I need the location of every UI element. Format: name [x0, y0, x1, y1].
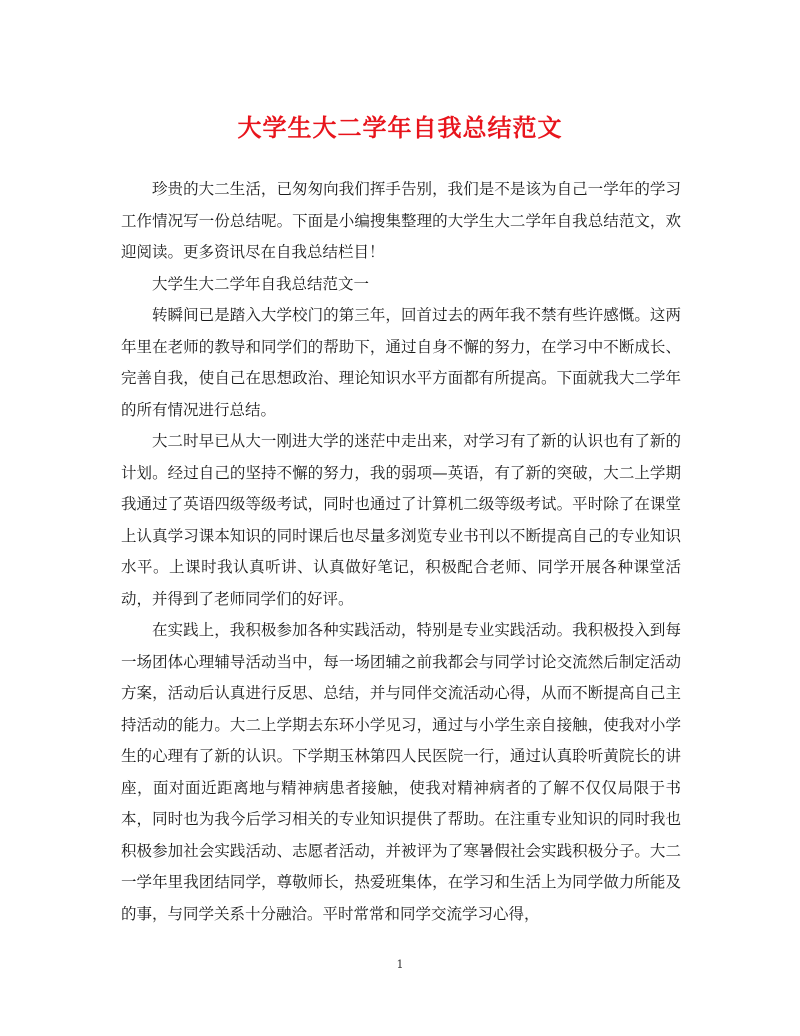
page-number: 1 — [396, 958, 404, 971]
document-title: 大学生大二学年自我总结范文 — [237, 114, 563, 142]
paragraph-1: 转瞬间已是踏入大学校门的第三年，回首过去的两年我不禁有些许感慨。这两年里在老师的教导和同学们的帮助下，通过自身不懈的努力，在学习中不断成长、完善自我，使自己在思想政治、理论知识水平方面都有所提高。下面就我大二学年的所有情况进行总结。 — [121, 306, 681, 419]
paragraph-2: 大二时早已从大一刚进大学的迷茫中走出来，对学习有了新的认识也有了新的计划。经过自己的坚持不懈的努力，我的弱项—英语，有了新的突破，大二上学期我通过了英语四级等级考试，同时也通过了计算机二级等级考试。平时除了在课堂上认真学习课本知识的同时课后也尽量多浏览专业书刊以不断提高自己的专业知识水平。上课时我认真听讲、认真做好笔记，积极配合老师、同学开展各种课堂活动，并得到了老师同学们的好评。 — [121, 432, 681, 608]
document-body — [121, 174, 681, 930]
paragraph-3: 在实践上，我积极参加各种实践活动，特别是专业实践活动。我积极投入到每一场团体心理辅导活动当中，每一场团辅之前我都会与同学讨论交流然后制定活动方案，活动后认真进行反思、总结，并与同伴交流活动心得，从而不断提高自己主持活动的能力。大二上学期去东环小学见习，通过与小学生亲自接触，使我对小学生的心理有了新的认识。下学期玉林第四人民医院一行，通过认真聆听黄院长的讲座，面对面近距离地与精神病患者接触，使我对精神病者的了解不仅仅局限于书本，同时也为我今后学习相关的专业知识提供了帮助。在注重专业知识的同时我也积极参加社会实践活动、志愿者活动，并被评为了寒暑假社会实践积极分子。大二一学年里我团结同学，尊敬师长，热爱班集体，在学习和生活上为同学做力所能及的事，与同学关系十分融洽。平时常常和同学交流学习心得， — [121, 621, 681, 923]
paragraph-intro: 珍贵的大二生活，已匆匆向我们挥手告别，我们是不是该为自己一学年的学习工作情况写一份总结呢。下面是小编搜集整理的大学生大二学年自我总结范文，欢迎阅读。更多资讯尽在自我总结栏目！ — [121, 180, 681, 261]
paragraph-section-heading: 大学生大二学年自我总结范文一 — [152, 274, 370, 293]
